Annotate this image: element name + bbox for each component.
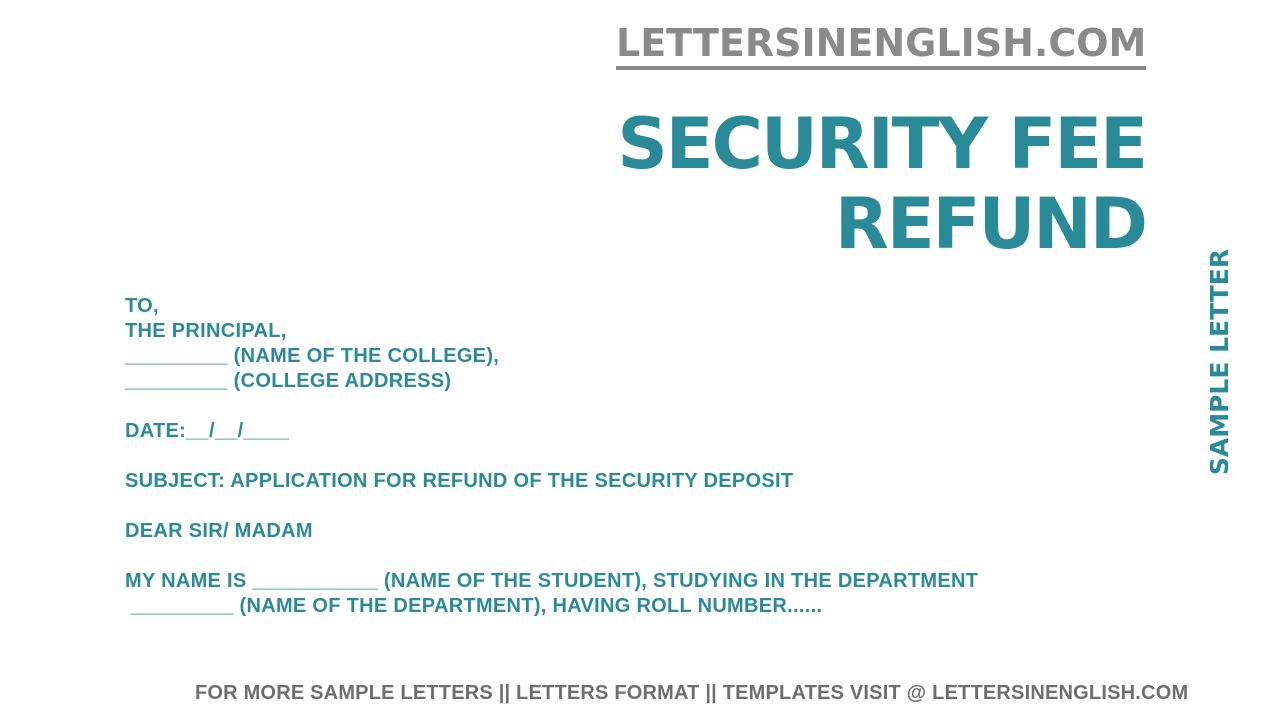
title-line-1: SECURITY FEE <box>617 103 1146 185</box>
footer-text: FOR MORE SAMPLE LETTERS || LETTERS FORMAT || TEMPLATES VISIT @ LETTERSINENGLISH.COM <box>195 682 1189 704</box>
letter-body-line-1: MY NAME IS ___________ (NAME OF THE STUDENT), STUDYING IN THE DEPARTMENT <box>125 570 979 592</box>
letter-salutation: DEAR SIR/ MADAM <box>125 520 313 542</box>
letter-date: DATE:__/__/____ <box>125 420 290 442</box>
spacer <box>125 444 978 469</box>
letter-body <box>125 294 978 619</box>
letter-college-address: _________ (COLLEGE ADDRESS) <box>125 370 452 392</box>
page-title <box>617 104 1146 264</box>
letter-subject: SUBJECT: APPLICATION FOR REFUND OF THE SECURITY DEPOSIT <box>125 470 794 492</box>
title-line-2: REFUND <box>834 183 1146 265</box>
spacer <box>125 544 978 569</box>
spacer <box>125 494 978 519</box>
letter-college-name: _________ (NAME OF THE COLLEGE), <box>125 345 500 367</box>
site-link[interactable]: LETTERSINENGLISH.COM <box>616 20 1146 70</box>
letter-to: TO, <box>125 295 159 317</box>
letter-body-line-2: _________ (NAME OF THE DEPARTMENT), HAVING ROLL NUMBER...... <box>125 595 823 617</box>
spacer <box>125 394 978 419</box>
side-label: SAMPLE LETTER <box>1205 248 1234 476</box>
letter-recipient: THE PRINCIPAL, <box>125 320 287 342</box>
